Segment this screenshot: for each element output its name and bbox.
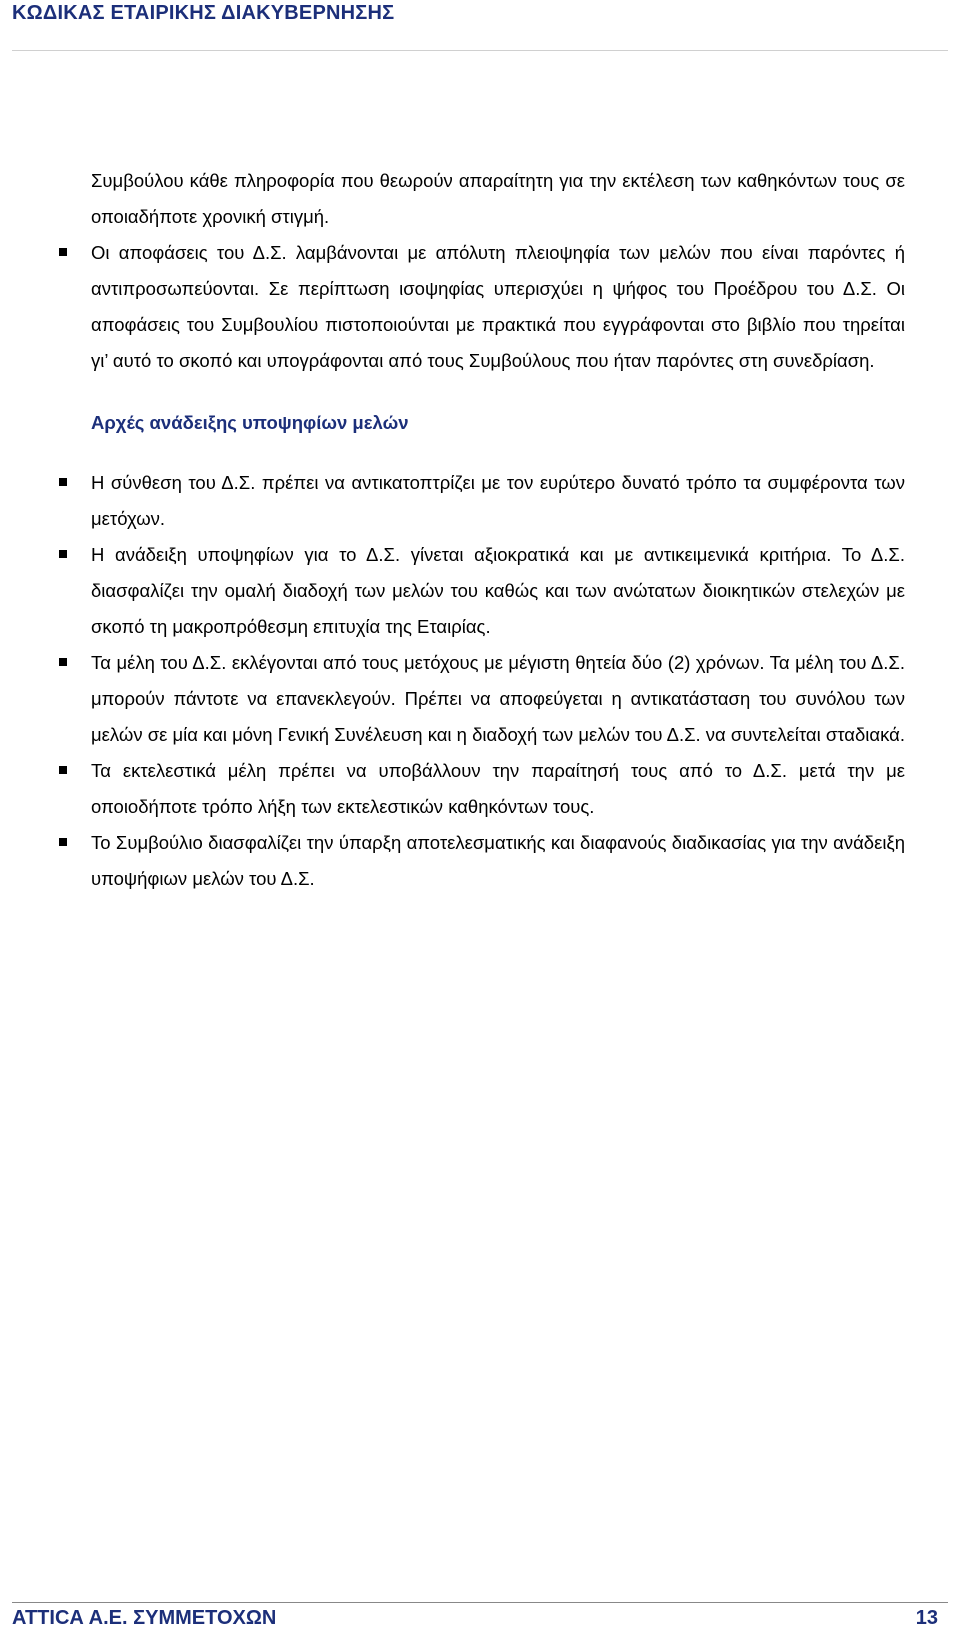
section-heading: Αρχές ανάδειξης υποψηφίων μελών — [91, 412, 409, 433]
list-item — [58, 537, 905, 645]
list-item — [58, 465, 905, 537]
page-footer — [12, 1602, 948, 1643]
list-item-text: Η σύνθεση του Δ.Σ. πρέπει να αντικατοπτρίζει με τον ευρύτερο δυνατό τρόπο τα συμφέροντα των μετόχων. — [91, 472, 905, 529]
list-item-text: Τα εκτελεστικά μέλη πρέπει να υποβάλλουν την παραίτησή τους από το Δ.Σ. μετά την με οποιοδήποτε τρόπο λήξη των εκτελεστικών καθηκόντων τους. — [91, 760, 905, 817]
square-bullet-icon — [59, 478, 67, 486]
company-name: ATTICA Α.Ε. ΣΥΜΜΕΤΟΧΩΝ — [12, 1607, 277, 1629]
list-item — [58, 753, 905, 825]
square-bullet-icon — [59, 838, 67, 846]
list-item — [58, 645, 905, 753]
document-body — [58, 163, 905, 897]
page-header — [12, 0, 948, 51]
list-item — [58, 825, 905, 897]
decision-bullet-list — [58, 235, 905, 379]
list-item-text: Οι αποφάσεις του Δ.Σ. λαμβάνονται με απόλυτη πλειοψηφία των μελών που είναι παρόντες ή αντιπροσωπεύονται. Σε περίπτωση ισοψηφίας υπερισχύει η ψήφος του Προέδρου του Δ.Σ. Οι αποφάσεις του Συμβουλίου πιστοποιούνται με πρακτικά που εγγράφονται στο βιβλίο που τηρείται γι’ αυτό το σκοπό και υπογράφονται από τους Συμβούλους που ήταν παρόντες στη συνεδρίαση. — [91, 242, 905, 371]
page-number: 13 — [915, 1607, 938, 1629]
square-bullet-icon — [59, 248, 67, 256]
document-title: ΚΩΔΙΚΑΣ ΕΤΑΙΡΙΚΗΣ ΔΙΑΚΥΒΕΡΝΗΣΗΣ — [12, 2, 395, 24]
square-bullet-icon — [59, 550, 67, 558]
list-item-text: Η ανάδειξη υποψηφίων για το Δ.Σ. γίνεται αξιοκρατικά και με αντικειμενικά κριτήρια. Το Δ.Σ. διασφαλίζει την ομαλή διαδοχή των μελών του καθώς και των ανώτατων διοικητικών στελεχών με σκοπό τη μακροπρόθεσμη επιτυχία της Εταιρίας. — [91, 544, 905, 637]
square-bullet-icon — [59, 658, 67, 666]
continuation-paragraph: Συμβούλου κάθε πληροφορία που θεωρούν απαραίτητη για την εκτέλεση των καθηκόντων τους σε οποιαδήποτε χρονική στιγμή. — [91, 170, 905, 227]
list-item-text: Τα μέλη του Δ.Σ. εκλέγονται από τους μετόχους με μέγιστη θητεία δύο (2) χρόνων. Τα μέλη του Δ.Σ. μπορούν πάντοτε να επανεκλεγούν. Πρέπει να αποφεύγεται η αντικατάσταση του συνόλου των μελών σε μία και μόνη Γενική Συνέλευση και η διαδοχή των μελών του Δ.Σ. να συντελείται σταδιακά. — [91, 652, 905, 745]
list-item-text: Το Συμβούλιο διασφαλίζει την ύπαρξη αποτελεσματικής και διαφανούς διαδικασίας για την ανάδειξη υποψήφιων μελών του Δ.Σ. — [91, 832, 905, 889]
square-bullet-icon — [59, 766, 67, 774]
nomination-principles-list — [58, 465, 905, 897]
list-item — [58, 235, 905, 379]
